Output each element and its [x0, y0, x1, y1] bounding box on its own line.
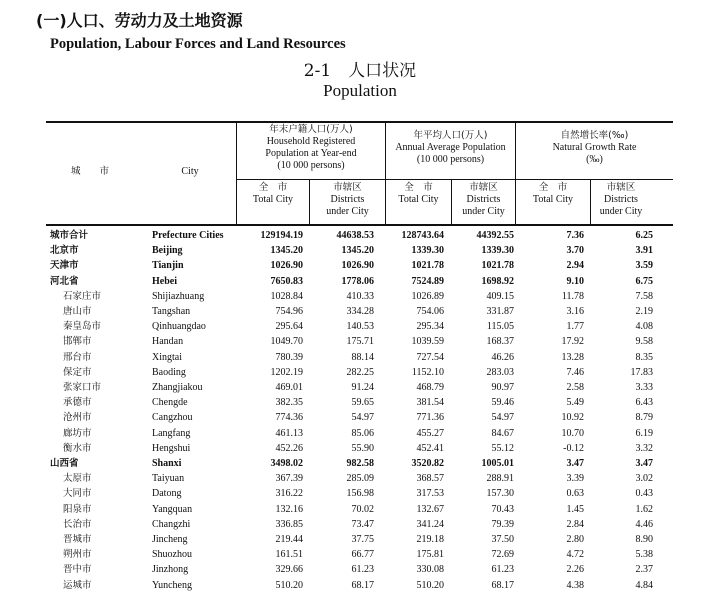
table-row [0, 456, 720, 471]
table-row [0, 304, 720, 319]
cell-value: 4.08 [635, 321, 653, 333]
city-name-en: Shanxi [152, 458, 182, 469]
cell-value: 1026.89 [411, 290, 444, 302]
cell-value: 161.51 [275, 549, 303, 561]
cell-value: 452.41 [416, 442, 444, 454]
cell-value: 461.13 [275, 427, 303, 439]
cell-value: 140.53 [346, 321, 374, 333]
cell-value: 7.36 [566, 230, 584, 241]
cell-value: 37.50 [491, 534, 514, 545]
city-name-cn: 太原市 [63, 473, 92, 485]
cell-value: 132.67 [416, 503, 444, 515]
cell-value: 84.67 [491, 427, 514, 439]
cell-value: 469.01 [275, 382, 303, 393]
city-name-cn: 衡水市 [63, 442, 92, 454]
cell-value: 3.47 [635, 458, 653, 469]
cell-value: 1152.10 [411, 366, 444, 378]
group-sub-rule [236, 179, 673, 180]
cell-value: 316.22 [275, 488, 303, 500]
cell-value: 1345.20 [341, 245, 374, 257]
cell-value: 219.44 [275, 534, 303, 545]
section-title-cn: (一)人口、劳动力及土地资源 [36, 11, 243, 30]
cell-value: 5.49 [566, 397, 584, 409]
table-title-en: Population [323, 81, 397, 100]
cell-value: 982.58 [346, 458, 374, 469]
cell-value: 3.70 [566, 245, 584, 257]
table-row [0, 517, 720, 532]
cell-value: 3.16 [566, 306, 584, 317]
cell-value: 13.28 [561, 351, 584, 363]
group3-header: 自然增长率(‰) Natural Growth Rate (‰) [552, 130, 637, 165]
cell-value: 1005.01 [481, 458, 514, 469]
city-name-en: Cangzhou [152, 412, 193, 424]
cell-value: 79.39 [491, 518, 514, 530]
cell-value: 11.78 [561, 290, 584, 302]
table-row [0, 502, 720, 517]
city-name-cn: 唐山市 [63, 306, 92, 317]
cell-value: 17.83 [630, 366, 653, 378]
table-row [0, 578, 720, 593]
cell-value: 780.39 [275, 351, 303, 363]
cell-value: 1202.19 [270, 366, 303, 378]
city-name-cn: 晋中市 [63, 564, 92, 576]
cell-value: 334.28 [346, 306, 374, 317]
cell-value: 0.63 [566, 488, 584, 500]
table-row [0, 532, 720, 547]
city-name-en: Prefecture Cities [152, 230, 224, 241]
cell-value: 1.62 [635, 503, 653, 515]
table-row [0, 471, 720, 486]
city-name-cn: 保定市 [63, 366, 92, 378]
cell-value: 510.20 [275, 579, 303, 591]
table-row [0, 228, 720, 243]
table-row [0, 258, 720, 273]
city-name-cn: 秦皇岛市 [63, 321, 102, 333]
cell-value: 2.37 [635, 564, 653, 576]
cell-value: 295.64 [275, 321, 303, 333]
cell-value: 0.43 [635, 488, 653, 500]
cell-value: 168.37 [486, 336, 514, 348]
cell-value: 3.59 [635, 260, 653, 272]
city-name-cn: 天津市 [50, 260, 79, 272]
cell-value: 317.53 [416, 488, 444, 500]
cell-value: 10.70 [561, 427, 584, 439]
cell-value: 5.38 [635, 549, 653, 561]
city-name-en: Xingtai [152, 351, 182, 363]
cell-value: 1028.84 [270, 290, 303, 302]
table-row [0, 562, 720, 577]
city-name-en: Langfang [152, 427, 191, 439]
city-name-cn: 北京市 [50, 245, 79, 257]
cell-value: 7.58 [635, 290, 653, 302]
cell-value: 88.14 [351, 351, 374, 363]
city-header-en: City [181, 166, 199, 177]
cell-value: 283.03 [486, 366, 514, 378]
cell-value: 54.97 [491, 412, 514, 424]
sub-total-2: 全 市 Total City [398, 182, 439, 205]
city-name-en: Tangshan [152, 306, 191, 317]
table-row [0, 441, 720, 456]
cell-value: 1049.70 [270, 336, 303, 348]
cell-value: 54.97 [351, 412, 374, 424]
cell-value: 72.69 [491, 549, 514, 561]
city-name-cn: 邯郸市 [63, 336, 92, 348]
cell-value: 295.34 [416, 321, 444, 333]
cell-value: 175.81 [416, 549, 444, 561]
cell-value: 17.92 [561, 336, 584, 348]
table-row [0, 426, 720, 441]
cell-value: 44638.53 [336, 230, 374, 241]
cell-value: 468.79 [416, 382, 444, 393]
cell-value: 727.54 [416, 351, 444, 363]
cell-value: 37.75 [351, 534, 374, 545]
cell-value: 6.19 [635, 427, 653, 439]
cell-value: 68.17 [351, 579, 374, 591]
city-name-en: Jinzhong [152, 564, 189, 576]
cell-value: 70.43 [491, 503, 514, 515]
cell-value: 10.92 [561, 412, 584, 424]
cell-value: 288.91 [486, 473, 514, 485]
city-name-en: Chengde [152, 397, 188, 409]
group1-header: 年末户籍人口(万人) Household Registered Population at Year-end (10 000 persons) [265, 124, 357, 171]
cell-value: 66.77 [351, 549, 374, 561]
cell-value: 1345.20 [270, 245, 303, 257]
cell-value: 336.85 [275, 518, 303, 530]
cell-value: 774.36 [275, 412, 303, 424]
cell-value: 8.90 [635, 534, 653, 545]
cell-value: 452.26 [275, 442, 303, 454]
cell-value: 754.96 [275, 306, 303, 317]
cell-value: 219.18 [416, 534, 444, 545]
city-name-cn: 大同市 [63, 488, 92, 500]
cell-value: 175.71 [346, 336, 374, 348]
table-row [0, 395, 720, 410]
table-title-cn: 2-1 人口状况 [303, 61, 417, 81]
cell-value: 382.35 [275, 397, 303, 409]
cell-value: 330.08 [416, 564, 444, 576]
cell-value: 61.23 [491, 564, 514, 576]
cell-value: 4.84 [635, 579, 653, 591]
cell-value: 1778.06 [341, 275, 374, 287]
sub-total-1: 全 市 Total City [252, 182, 294, 205]
cell-value: 4.46 [635, 518, 653, 530]
table-row [0, 410, 720, 425]
cell-value: 61.23 [351, 564, 374, 576]
cell-value: 91.24 [351, 382, 374, 393]
cell-value: 8.35 [635, 351, 653, 363]
city-name-en: Yuncheng [152, 579, 192, 591]
cell-value: 1.45 [566, 503, 584, 515]
city-name-cn: 张家口市 [63, 382, 102, 393]
cell-value: 2.84 [566, 518, 584, 530]
table-row [0, 380, 720, 395]
city-name-cn: 廊坊市 [63, 427, 92, 439]
city-name-en: Datong [152, 488, 182, 500]
cell-value: 367.39 [275, 473, 303, 485]
cell-value: 1698.92 [481, 275, 514, 287]
city-name-cn: 城市合计 [50, 230, 89, 241]
cell-value: 331.87 [486, 306, 514, 317]
cell-value: 2.58 [566, 382, 584, 393]
city-name-cn: 阳泉市 [63, 503, 92, 515]
city-name-cn: 邢台市 [63, 351, 92, 363]
table-row [0, 547, 720, 562]
city-name-en: Taiyuan [152, 473, 185, 485]
cell-value: 1026.90 [270, 260, 303, 272]
cell-value: 4.38 [566, 579, 584, 591]
city-name-en: Hebei [152, 275, 177, 287]
city-name-en: Shijiazhuang [152, 290, 205, 302]
cell-value: 68.17 [491, 579, 514, 591]
cell-value: 55.12 [491, 442, 514, 454]
table-row [0, 365, 720, 380]
city-name-en: Jincheng [152, 534, 188, 545]
city-name-en: Zhangjiakou [152, 382, 203, 393]
table-row [0, 334, 720, 349]
cell-value: 2.19 [635, 306, 653, 317]
cell-value: 9.10 [566, 275, 584, 287]
cell-value: 3.33 [635, 382, 653, 393]
table-row [0, 319, 720, 334]
cell-value: 55.90 [351, 442, 374, 454]
city-name-cn: 晋城市 [63, 534, 92, 545]
table-row [0, 243, 720, 258]
table-row [0, 274, 720, 289]
city-name-en: Handan [152, 336, 184, 348]
cell-value: 73.47 [351, 518, 374, 530]
sub-total-3: 全 市 Total City [532, 182, 574, 205]
group2-header: 年平均人口(万人) Annual Average Population (10 000 persons) [395, 130, 506, 165]
cell-value: 1026.90 [341, 260, 374, 272]
cell-value: 44392.55 [476, 230, 514, 241]
cell-value: 7524.89 [411, 275, 444, 287]
cell-value: -0.12 [563, 442, 584, 454]
city-name-en: Hengshui [152, 442, 191, 454]
cell-value: 1021.78 [411, 260, 444, 272]
cell-value: 3.02 [635, 473, 653, 485]
cell-value: 285.09 [346, 473, 374, 485]
cell-value: 3.47 [566, 458, 584, 469]
header-bottom-rule [46, 224, 673, 226]
city-name-cn: 长治市 [63, 518, 92, 530]
cell-value: 129194.19 [260, 230, 303, 241]
cell-value: 329.66 [275, 564, 303, 576]
cell-value: 1021.78 [481, 260, 514, 272]
cell-value: 1039.59 [411, 336, 444, 348]
cell-value: 156.98 [346, 488, 374, 500]
cell-value: 3.32 [635, 442, 653, 454]
city-name-en: Beijing [152, 245, 183, 257]
cell-value: 2.80 [566, 534, 584, 545]
cell-value: 341.24 [416, 518, 444, 530]
city-name-cn: 山西省 [50, 458, 79, 469]
cell-value: 2.26 [566, 564, 584, 576]
sub-district-2: 市辖区 Districts under City [462, 182, 505, 217]
city-name-en: Baoding [152, 366, 186, 378]
city-name-cn: 朔州市 [63, 549, 92, 561]
cell-value: 3498.02 [270, 458, 303, 469]
city-name-cn: 沧州市 [63, 412, 92, 424]
city-name-cn: 河北省 [50, 275, 79, 287]
cell-value: 1.77 [566, 321, 584, 333]
city-name-en: Shuozhou [152, 549, 192, 561]
cell-value: 455.27 [416, 427, 444, 439]
city-header-cn: 城 市 [70, 166, 109, 177]
cell-value: 115.05 [486, 321, 514, 333]
city-name-en: Qinhuangdao [152, 321, 206, 333]
cell-value: 409.15 [486, 290, 514, 302]
cell-value: 90.97 [491, 382, 514, 393]
section-title-en: Population, Labour Forces and Land Resources [50, 36, 346, 52]
cell-value: 368.57 [416, 473, 444, 485]
cell-value: 59.65 [351, 397, 374, 409]
table-row [0, 289, 720, 304]
cell-value: 7650.83 [270, 275, 303, 287]
sub-district-1: 市辖区 Districts under City [326, 182, 369, 217]
cell-value: 59.46 [491, 397, 514, 409]
city-name-en: Tianjin [152, 260, 184, 272]
cell-value: 7.46 [566, 366, 584, 378]
cell-value: 4.72 [566, 549, 584, 561]
cell-value: 1339.30 [481, 245, 514, 257]
cell-value: 3.39 [566, 473, 584, 485]
cell-value: 510.20 [416, 579, 444, 591]
cell-value: 6.25 [635, 230, 653, 241]
city-name-en: Yangquan [152, 503, 193, 515]
city-name-cn: 石家庄市 [63, 290, 102, 302]
sub-district-3: 市辖区 Districts under City [599, 182, 643, 217]
city-name-cn: 运城市 [63, 579, 92, 591]
cell-value: 771.36 [416, 412, 444, 424]
table-row [0, 350, 720, 365]
cell-value: 3.91 [635, 245, 653, 257]
cell-value: 6.75 [635, 275, 653, 287]
city-name-cn: 承德市 [63, 397, 92, 409]
cell-value: 46.26 [491, 351, 514, 363]
table-row [0, 486, 720, 501]
cell-value: 282.25 [346, 366, 374, 378]
cell-value: 9.58 [635, 336, 653, 348]
cell-value: 85.06 [351, 427, 374, 439]
cell-value: 754.06 [416, 306, 444, 317]
top-rule [46, 121, 673, 123]
cell-value: 1339.30 [411, 245, 444, 257]
cell-value: 70.02 [351, 503, 374, 515]
cell-value: 2.94 [566, 260, 584, 272]
city-name-en: Changzhi [152, 518, 191, 530]
cell-value: 128743.64 [401, 230, 444, 241]
cell-value: 3520.82 [411, 458, 444, 469]
cell-value: 8.79 [635, 412, 653, 424]
cell-value: 410.33 [346, 290, 374, 302]
cell-value: 6.43 [635, 397, 653, 409]
cell-value: 157.30 [486, 488, 514, 500]
cell-value: 381.54 [416, 397, 444, 409]
cell-value: 132.16 [275, 503, 303, 515]
